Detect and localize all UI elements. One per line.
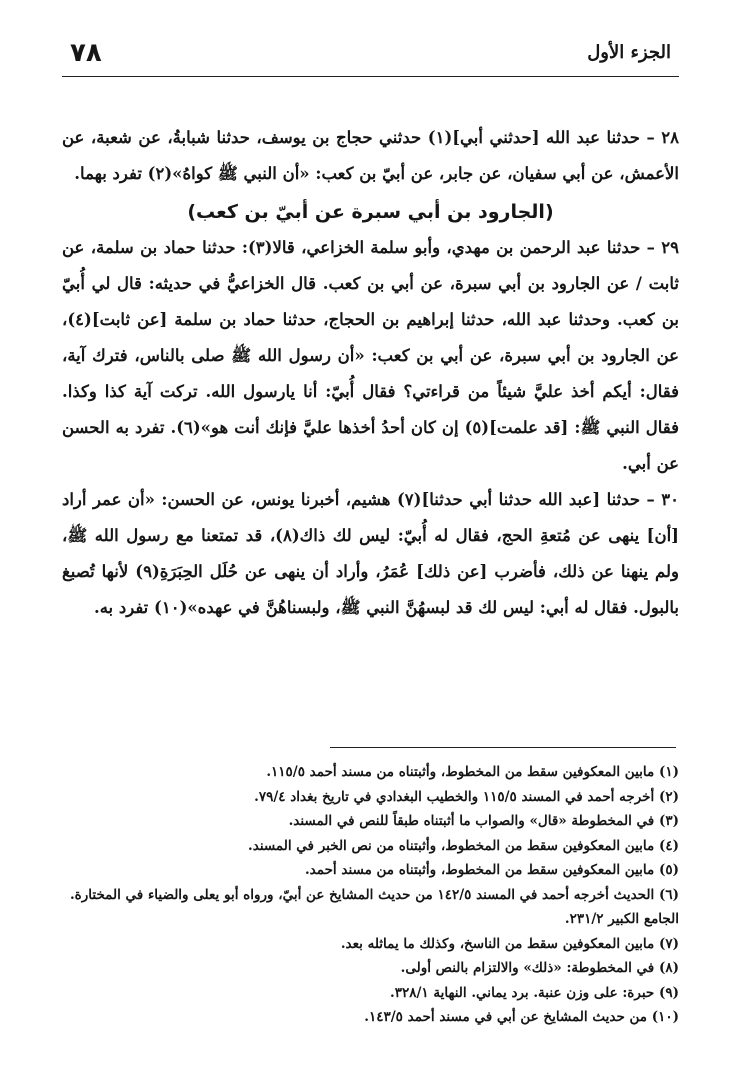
hadith-30: ٣٠ – حدثنا [عبد الله حدثنا أبي حدثنا](٧) هشيم، أخبرنا يونس، عن الحسن: «أن عمر أراد [أن] ينهى عن مُتعةِ الحج، فقال له أُبيّ: ليس لك ذاك(٨)، قد تمتعنا مع رسول الله ﷺ، ولم ينهنا عن ذلك، فأضرب [عن ذلك] عُمَرُ، وأراد أن ينهى عن حُلَل الحِبَرَةِ(٩) لأنها تُصبغ بالبول. فقال له أبي: ليس لك قد لبسهُنَّ النبي ﷺ، ولبسناهُنَّ في عهده»(١٠) تفرد به. — [62, 490, 680, 617]
chapter-heading: (الجارود بن أبي سبرة عن أبيّ بن كعب) — [187, 201, 554, 223]
page-header — [62, 36, 679, 77]
footnote-item: (٨) في المخطوطة: «ذلك» والالتزام بالنص أولى. — [400, 960, 679, 976]
footnote-item: (٩) حبرة: على وزن عنبة. برد يماني. النهاية ٣٢٨/١. — [390, 984, 679, 1001]
footnotes — [62, 760, 679, 1030]
hadith-28: ٢٨ – حدثنا عبد الله [حدثني أبي](١) حدثني حجاج بن يوسف، حدثنا شبابةُ، عن شعبة، عن الأعمش، عن أبي سفيان، عن جابر، عن أبيّ بن كعب: «أن النبي ﷺ كواهُ»(٢) تفرد بهما. — [62, 128, 679, 183]
volume-title: الجزء الأول — [587, 42, 671, 63]
footnote-divider — [330, 747, 676, 748]
page-number: ٧٨ — [70, 38, 102, 68]
footnote-item: (٦) الحديث أخرجه أحمد في المسند ١٤٢/٥ من حديث المشايخ عن أبيّ، ورواه أبو يعلى والضياء في المختارة. الجامع الكبير ٢٣١/٢. — [69, 886, 679, 927]
footnote-item: (٧) مابين المعكوفين سقط من الناسخ، وكذلك ما يماثله بعد. — [340, 935, 679, 952]
main-text — [62, 120, 679, 626]
hadith-29: ٢٩ – حدثنا عبد الرحمن بن مهدي، وأبو سلمة الخزاعي، قالا(٣): حدثنا حماد بن سلمة، عن ثابت / عن الجارود بن أبي سبرة، عن أبي بن كعب. قال الخزاعيُّ في حديثه: قال لي أُبيّ بن كعب. وحدثنا عبد الله، حدثنا إبراهيم بن الحجاج، حدثنا حماد بن سلمة [عن ثابت](٤)، عن الجارود بن أبي سبرة، عن أبي بن كعب: «أن رسول الله ﷺ صلى بالناس، فترك آية، فقال: أيكم أخذ عليَّ شيئاً من قراءتي؟ فقال أُبيّ: أنا يارسول الله. تركت آية كذا وكذا. فقال النبي ﷺ: [قد علمت](٥) إن كان أحدُ أخذها عليَّ فإنك أنت هو»(٦). تفرد به الحسن عن أبي. — [62, 238, 679, 473]
footnote-item: (٤) مابين المعكوفين سقط من المخطوط، وأثبتناه من نص الخبر في المسند. — [248, 837, 679, 854]
footnote-item: (١٠) من حديث المشايخ عن أبي في مسند أحمد ١٤٣/٥. — [364, 1009, 679, 1025]
footnote-item: (٥) مابين المعكوفين سقط من المخطوط، وأثبتناه من مسند أحمد. — [304, 862, 679, 878]
footnote-item: (٢) أخرجه أحمد في المسند ١١٥/٥ والخطيب البغدادي في تاريخ بغداد ٧٩/٤. — [254, 788, 679, 805]
footnote-item: (٣) في المخطوطة «قال» والصواب ما أثبتناه طبقاً للنص في المسند. — [288, 813, 679, 829]
footnote-item: (١) مابين المعكوفين سقط من المخطوط، وأثبتناه من مسند أحمد ١١٥/٥. — [266, 764, 679, 780]
